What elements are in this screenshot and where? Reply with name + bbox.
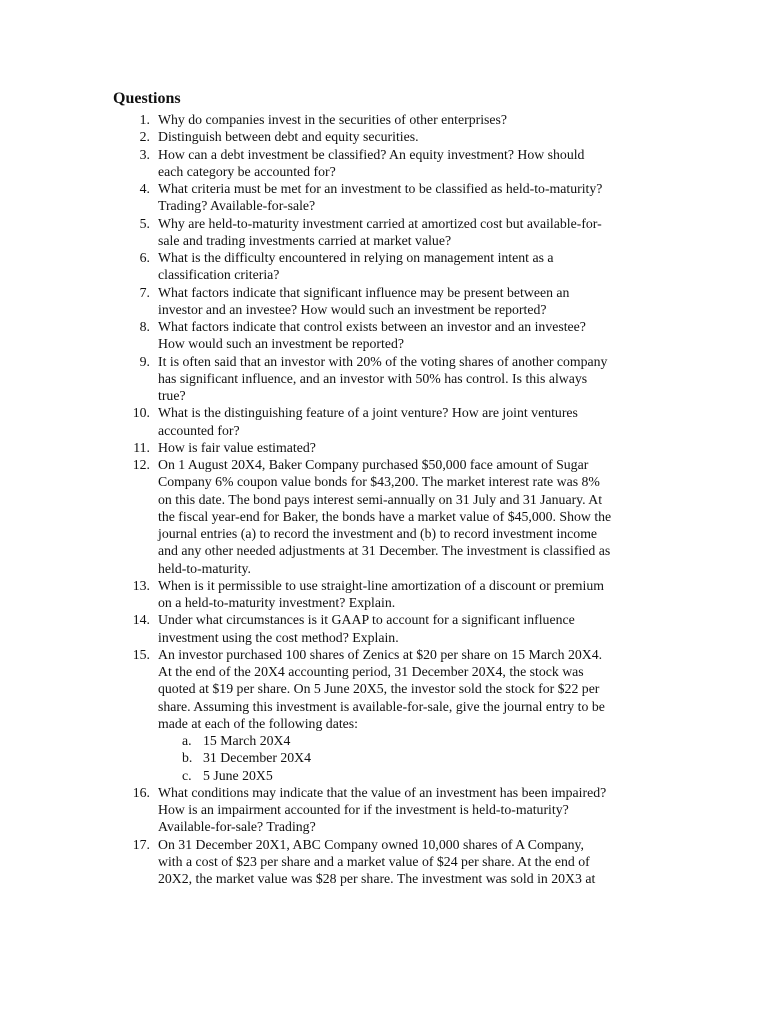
question-number: 11. [133, 439, 150, 455]
question-text-line: with a cost of $23 per share and a market value of $24 per share. At the end of [158, 853, 590, 869]
question-number: 14. [132, 612, 150, 628]
question-text [158, 404, 658, 439]
question-text-line: Why are held-to-maturity investment carried at amortized cost but available-for- [158, 215, 602, 231]
question-text-line: Distinguish between debt and equity securities. [158, 129, 419, 145]
question-text [158, 439, 658, 456]
question-text-line: What factors indicate that significant influence may be present between an [158, 284, 570, 300]
subitem-text: 15 March 20X4 [203, 733, 291, 748]
question-text-line: Under what circumstances is it GAAP to account for a significant influence [158, 612, 575, 628]
question-text-line: What conditions may indicate that the value of an investment has been impaired? [158, 784, 607, 800]
question-number: 3. [139, 146, 150, 162]
question-text [158, 611, 658, 646]
question-text-line: on a held-to-maturity investment? Explain. [158, 595, 396, 610]
question-text-line: On 1 August 20X4, Baker Company purchased $50,000 face amount of Sugar [158, 457, 589, 472]
question-number: 9. [139, 353, 150, 369]
question-text-line: At the end of the 20X4 accounting period, 31 December 20X4, the stock was [158, 664, 584, 679]
question-text-line: journal entries (a) to record the investment and (b) to record investment income [158, 526, 598, 541]
question-number: 5. [139, 215, 150, 231]
question-text-line: On 31 December 20X1, ABC Company owned 10,000 shares of A Company, [158, 836, 584, 852]
question-text-line: has significant influence, and an investor with 50% has control. Is this always [158, 370, 588, 386]
question-text-line: investor and an investee? How would such an investment be reported? [158, 301, 547, 317]
question-number: 4. [139, 181, 150, 196]
question-text [158, 146, 658, 181]
question-number: 1. [139, 112, 150, 127]
question-number: 8. [139, 319, 150, 334]
question-text [158, 456, 658, 577]
question-text [158, 215, 658, 250]
question-text-line: When is it permissible to use straight-line amortization of a discount or premium [158, 577, 605, 593]
question-text-line: Company 6% coupon value bonds for $43,200. The market interest rate was 8% [158, 474, 600, 490]
question-text [158, 646, 658, 732]
question-text-line: investment using the cost method? Explain. [158, 629, 399, 645]
question-text [158, 180, 658, 215]
section-heading: Questions [113, 90, 181, 107]
question-text-line: How would such an investment be reported? [158, 336, 404, 352]
question-text-line: Why do companies invest in the securities of other enterprises? [158, 112, 508, 127]
question-text [158, 318, 658, 353]
question-number: 16. [132, 784, 150, 800]
question-text [158, 353, 658, 405]
question-number: 15. [132, 646, 150, 662]
question-text [158, 784, 658, 836]
question-text-line: accounted for? [158, 422, 240, 438]
question-number: 7. [139, 284, 150, 300]
question-text [158, 836, 658, 888]
question-number: 6. [139, 250, 150, 265]
question-text-line: How can a debt investment be classified? An equity investment? How should [158, 146, 585, 162]
question-text-line: Available-for-sale? Trading? [158, 819, 316, 835]
subitem-text: 5 June 20X5 [203, 767, 273, 783]
question-text-line: and any other needed adjustments at 31 December. The investment is classified as [158, 543, 611, 559]
subitem-letter: c. [182, 767, 192, 783]
question-text [158, 111, 658, 128]
question-text-line: held-to-maturity. [158, 560, 251, 576]
question-text-line: true? [158, 388, 186, 403]
question-text [158, 249, 658, 284]
question-text-line: 20X2, the market value was $28 per share. The investment was sold in 20X3 at [158, 871, 596, 886]
subitem-letter: a. [182, 733, 192, 748]
question-text-line: How is an impairment accounted for if the investment is held-to-maturity? [158, 802, 569, 817]
question-text-line: What criteria must be met for an investment to be classified as held-to-maturity? [158, 181, 603, 196]
question-text-line: on this date. The bond pays interest semi-annually on 31 July and 31 January. At [158, 491, 603, 507]
question-text [158, 577, 658, 612]
question-text-line: each category be accounted for? [158, 163, 336, 179]
question-text-line: classification criteria? [158, 267, 280, 283]
question-text [158, 284, 658, 319]
question-text [158, 128, 658, 145]
question-text-line: the fiscal year-end for Baker, the bonds have a market value of $45,000. Show the [158, 508, 612, 524]
question-number: 2. [139, 129, 150, 145]
subitem-text: 31 December 20X4 [203, 750, 312, 766]
question-number: 17. [132, 836, 150, 852]
question-text-line: Trading? Available-for-sale? [158, 198, 316, 214]
question-text-line: What is the difficulty encountered in relying on management intent as a [158, 250, 554, 265]
question-text-line: quoted at $19 per share. On 5 June 20X5, the investor sold the stock for $22 per [158, 681, 600, 697]
question-text-line: How is fair value estimated? [158, 439, 316, 455]
question-text-line: What is the distinguishing feature of a joint venture? How are joint ventures [158, 405, 578, 421]
question-text-line: An investor purchased 100 shares of Zenics at $20 per share on 15 March 20X4. [158, 646, 603, 662]
question-number: 13. [132, 577, 150, 593]
question-text-line: What factors indicate that control exists between an investor and an investee? [158, 319, 586, 334]
question-text-line: made at each of the following dates: [158, 715, 358, 731]
subitem-letter: b. [182, 750, 193, 766]
question-number: 10. [132, 405, 150, 421]
question-text-line: share. Assuming this investment is available-for-sale, give the journal entry to be [158, 698, 605, 714]
question-text-line: It is often said that an investor with 20% of the voting shares of another company [158, 353, 608, 369]
question-text-line: sale and trading investments carried at market value? [158, 232, 452, 248]
question-number: 12. [132, 457, 150, 472]
